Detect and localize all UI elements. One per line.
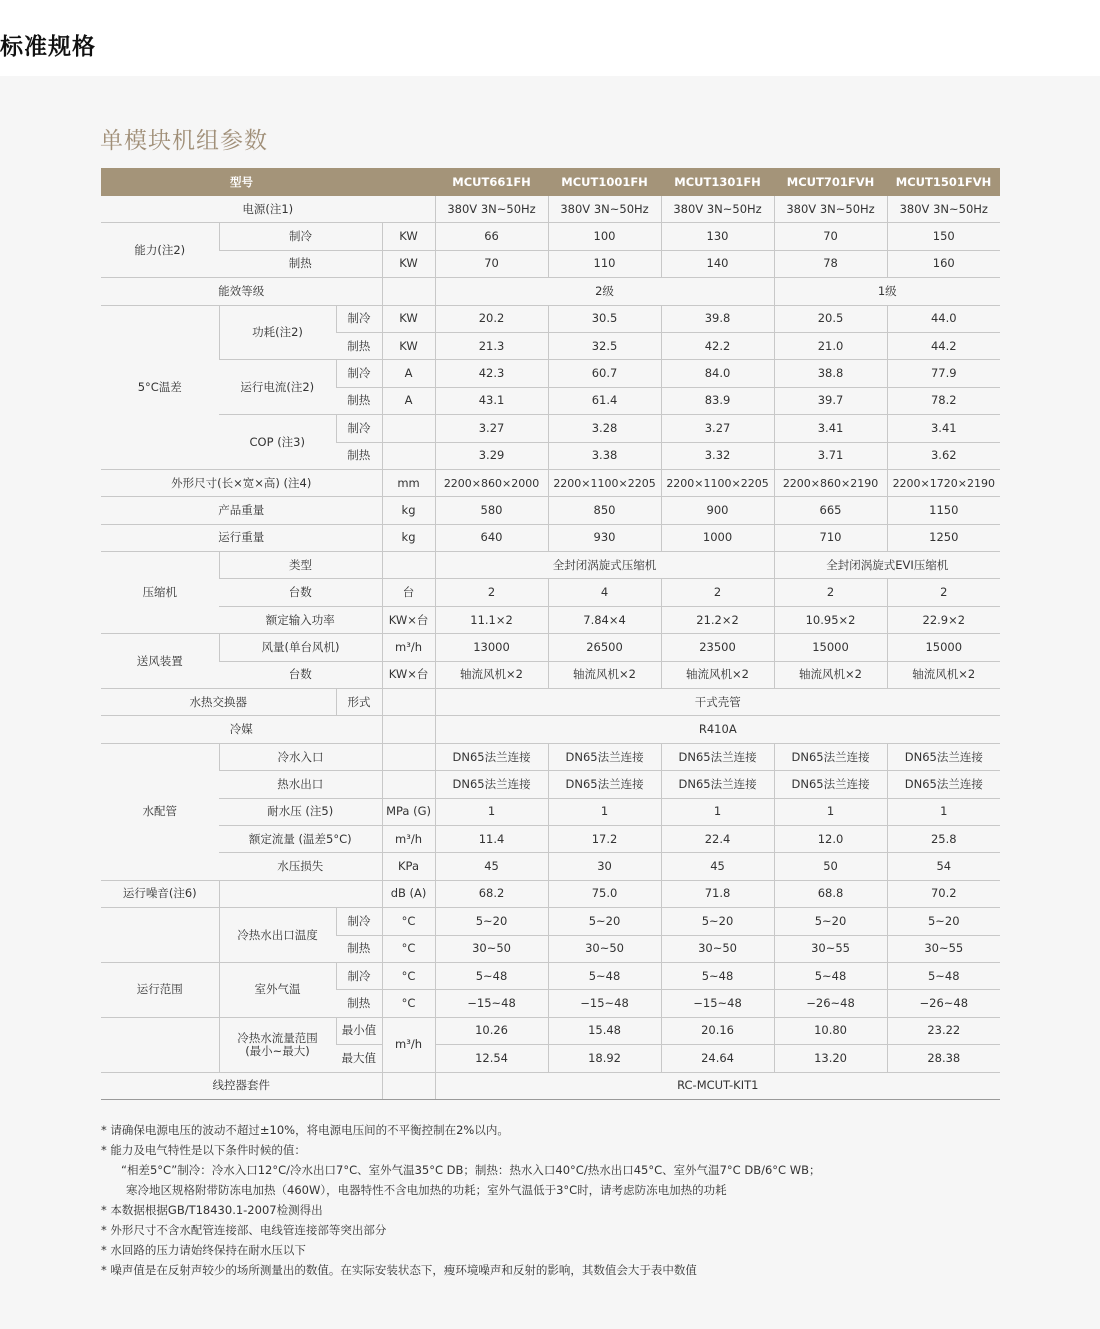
table-header-row [101,168,1000,196]
cell: 25.8 [887,825,1000,852]
cell: 710 [774,524,887,551]
cell: 2 [661,579,774,606]
cell: DN65法兰连接 [661,771,774,798]
unit-cell: A [382,360,435,387]
cell: DN65法兰连接 [661,743,774,770]
cell: 3.27 [435,415,548,442]
cell: 21.2×2 [661,606,774,633]
cell: 12.0 [774,825,887,852]
cell: 24.64 [661,1045,774,1072]
mode-label: 制冷 [336,415,382,442]
table-row [101,579,1000,606]
table-row [101,1017,1000,1044]
cell: 640 [435,524,548,551]
cell: 78.2 [887,387,1000,414]
unit-cell: KW [382,332,435,359]
cell: 5~48 [661,962,774,989]
unit-cell: kg [382,524,435,551]
cell: 30~50 [661,935,774,962]
table-row [101,1072,1000,1099]
cell: 3.41 [774,415,887,442]
header-unit [382,168,435,196]
cell: 23.22 [887,1017,1000,1044]
unit-cell: m³/h [382,825,435,852]
mode-label: 制热 [336,387,382,414]
header-model: MCUT661FH [435,168,548,196]
cell: 83.9 [661,387,774,414]
header-model: MCUT1301FH [661,168,774,196]
cell: 13000 [435,634,548,661]
row-label: 台数 [219,661,382,688]
cell: 2200×860×2190 [774,469,887,496]
page-title: 标准规格 [0,34,96,60]
cell: 轴流风机×2 [548,661,661,688]
header-model: MCUT701FVH [774,168,887,196]
cell: RC-MCUT-KIT1 [435,1072,1000,1099]
cell: 100 [548,223,661,250]
cell: 665 [774,497,887,524]
cell: 900 [661,497,774,524]
mode-label: 制冷 [336,305,382,332]
row-label: 运行重量 [101,524,382,551]
cell: 5~20 [774,908,887,935]
header-model: MCUT1501FVH [887,168,1000,196]
cell: 30~55 [774,935,887,962]
table-row [101,469,1000,496]
subgroup-label: 运行电流(注2) [219,360,336,415]
unit-cell: kg [382,497,435,524]
cell: 11.4 [435,825,548,852]
cell: 68.8 [774,880,887,907]
unit-cell: mm [382,469,435,496]
table-row [101,798,1000,825]
cell: 380V 3N~50Hz [774,196,887,223]
cell: 5~20 [435,908,548,935]
note-line: * 能力及电气特性是以下条件时候的值： [101,1143,306,1157]
cell: 45 [435,853,548,880]
notes [101,1120,1001,1280]
cell: 580 [435,497,548,524]
cell: −15~48 [435,990,548,1017]
cell: 28.38 [887,1045,1000,1072]
cell: 10.26 [435,1017,548,1044]
cell: 1 [435,798,548,825]
note-line: “相差5°C”制冷：冷水入口12°C/冷水出口7°C、室外气温35°C DB；制热：热水入口40°C/热水出口45°C、室外气温7°C DB/6°C WB； [121,1163,821,1177]
cell: 4 [548,579,661,606]
note-line: * 水回路的压力请始终保持在耐水压以下 [101,1243,306,1257]
cell: 110 [548,250,661,277]
table-row [101,415,1000,442]
unit-cell: KW [382,223,435,250]
cell: 10.80 [774,1017,887,1044]
table-row [101,196,1000,223]
subgroup-label [219,1017,336,1072]
row-label: 台数 [219,579,382,606]
cell: R410A [435,716,1000,743]
table-row [101,250,1000,277]
row-label: 额定流量 (温差5°C) [219,825,382,852]
note-line: * 本数据根据GB/T18430.1-2007检测得出 [101,1203,323,1217]
cell: 22.9×2 [887,606,1000,633]
cell: 1 [887,798,1000,825]
cell: 850 [548,497,661,524]
cell: 1 [661,798,774,825]
table-row [101,962,1000,989]
cell: DN65法兰连接 [435,771,548,798]
cell: 3.71 [774,442,887,469]
unit-cell: m³/h [382,1017,435,1072]
cell: 12.54 [435,1045,548,1072]
cell: 68.2 [435,880,548,907]
cell: 61.4 [548,387,661,414]
cell: 23500 [661,634,774,661]
row-label: 外形尺寸(长×宽×高) (注4) [101,469,382,496]
cell: 3.62 [887,442,1000,469]
cell: 2 [435,579,548,606]
cell: 2200×1100×2205 [661,469,774,496]
cell: 全封闭涡旋式压缩机 [435,552,774,579]
mode-label: 制热 [336,442,382,469]
table-row [101,497,1000,524]
cell: 39.8 [661,305,774,332]
table-row [101,853,1000,880]
cell: 1级 [774,278,1000,305]
row-label: 制热 [219,250,382,277]
cell: 20.16 [661,1017,774,1044]
group-label: 送风装置 [101,634,219,689]
cell: 44.0 [887,305,1000,332]
cell: 5~20 [661,908,774,935]
row-label: 风量(单台风机) [219,634,382,661]
unit-cell: °C [382,962,435,989]
row-label: 线控器套件 [101,1072,382,1099]
table-row [101,552,1000,579]
table-row [101,689,1000,716]
mode-label: 制冷 [336,360,382,387]
row-label: 类型 [219,552,382,579]
cell: 3.27 [661,415,774,442]
cell: 43.1 [435,387,548,414]
cell: 10.95×2 [774,606,887,633]
cell: 21.0 [774,332,887,359]
cell: 20.5 [774,305,887,332]
cell: 50 [774,853,887,880]
cell: 75.0 [548,880,661,907]
cell: 干式壳管 [435,689,1000,716]
empty-cell [219,880,382,907]
cell: 13.20 [774,1045,887,1072]
cell: 5~48 [774,962,887,989]
cell: 18.92 [548,1045,661,1072]
cell: 84.0 [661,360,774,387]
row-label: 产品重量 [101,497,382,524]
mode-label: 制热 [336,332,382,359]
cell: 42.3 [435,360,548,387]
cell: DN65法兰连接 [548,743,661,770]
cell: 5~48 [548,962,661,989]
cell: −15~48 [661,990,774,1017]
mode-label: 制热 [336,935,382,962]
row-label: 电源(注1) [101,196,435,223]
group-label: 运行范围 [101,962,219,1017]
cell: −26~48 [887,990,1000,1017]
cell: 轴流风机×2 [661,661,774,688]
cell: 54 [887,853,1000,880]
cell: 70 [435,250,548,277]
cell: 全封闭涡旋式EVI压缩机 [774,552,1000,579]
table-row [101,880,1000,907]
subgroup-label: 冷热水出口温度 [219,908,336,963]
row-label: 耐水压 (注5) [219,798,382,825]
cell: 轴流风机×2 [887,661,1000,688]
row-label: 制冷 [219,223,382,250]
cell: 71.8 [661,880,774,907]
cell: 42.2 [661,332,774,359]
table-row [101,606,1000,633]
cell: 20.2 [435,305,548,332]
mode-label: 制冷 [336,962,382,989]
cell: 66 [435,223,548,250]
row-label: 额定输入功率 [219,606,382,633]
cell: DN65法兰连接 [548,771,661,798]
cell: 3.28 [548,415,661,442]
cell: 1150 [887,497,1000,524]
empty-cell [101,1017,219,1072]
table-row [101,716,1000,743]
cell: 5~20 [887,908,1000,935]
table-row [101,771,1000,798]
cell: 3.41 [887,415,1000,442]
cell: 380V 3N~50Hz [548,196,661,223]
cell: 70 [774,223,887,250]
unit-cell [382,1072,435,1099]
cell: 5~20 [548,908,661,935]
table-row [101,825,1000,852]
subgroup-label: 室外气温 [219,962,336,1017]
cell: DN65法兰连接 [774,771,887,798]
cell: 3.29 [435,442,548,469]
unit-cell: °C [382,935,435,962]
unit-cell: KW×台 [382,661,435,688]
unit-cell: m³/h [382,634,435,661]
cell: 380V 3N~50Hz [887,196,1000,223]
note-line: 寒冷地区规格附带防冻电加热（460W），电器特性不含电加热的功耗；室外气温低于3°C时，请考虑防冻电加热的功耗 [126,1183,727,1197]
row-label: 能效等级 [101,278,382,305]
cell: 30~50 [435,935,548,962]
group-label: 5°C温差 [101,305,219,469]
cell: 70.2 [887,880,1000,907]
cell: 5~48 [887,962,1000,989]
unit-cell [382,716,435,743]
cell: 2 [887,579,1000,606]
cell: 150 [887,223,1000,250]
cell: 2200×1100×2205 [548,469,661,496]
row-label: 热水出口 [219,771,382,798]
group-label: 能力(注2) [101,223,219,278]
cell: 2级 [435,278,774,305]
cell: 7.84×4 [548,606,661,633]
table-row [101,634,1000,661]
row-label: 水热交换器 [101,689,336,716]
unit-cell: °C [382,908,435,935]
cell: 26500 [548,634,661,661]
unit-cell [382,743,435,770]
unit-cell [382,415,435,442]
unit-cell [382,278,435,305]
unit-cell: KW×台 [382,606,435,633]
table-row [101,524,1000,551]
cell: 1 [548,798,661,825]
cell: 2200×1720×2190 [887,469,1000,496]
flow-range-sublabel: (最小~最大) [245,1043,310,1058]
cell: 2200×860×2000 [435,469,548,496]
cell: DN65法兰连接 [435,743,548,770]
table-row [101,908,1000,935]
cell: 77.9 [887,360,1000,387]
unit-cell: 台 [382,579,435,606]
mode-label: 最大值 [336,1045,382,1072]
note-line: * 外形尺寸不含水配管连接部、电线管连接部等突出部分 [101,1223,387,1237]
mode-label: 形式 [336,689,382,716]
cell: 1 [774,798,887,825]
cell: 930 [548,524,661,551]
cell: 15.48 [548,1017,661,1044]
cell: 380V 3N~50Hz [435,196,548,223]
mode-label: 制冷 [336,908,382,935]
cell: 1000 [661,524,774,551]
unit-cell [382,442,435,469]
unit-cell: KW [382,305,435,332]
row-label: 冷水入口 [219,743,382,770]
empty-cell [101,908,219,963]
flow-range-label: 冷热水流量范围 [237,1030,318,1045]
cell: 5~48 [435,962,548,989]
cell: 130 [661,223,774,250]
unit-cell [382,552,435,579]
cell: −15~48 [548,990,661,1017]
mode-label: 制热 [336,990,382,1017]
cell: 140 [661,250,774,277]
cell: 15000 [774,634,887,661]
cell: 2 [774,579,887,606]
unit-cell: A [382,387,435,414]
unit-cell [382,689,435,716]
group-label: 压缩机 [101,552,219,634]
table-row [101,305,1000,332]
table-row [101,223,1000,250]
section-title: 单模块机组参数 [100,128,268,154]
table-row [101,743,1000,770]
row-label: 冷媒 [101,716,382,743]
note-line: * 噪声值是在反射声较少的场所测量出的数值。在实际安装状态下，瘦环境噪声和反射的影响，其数值会大于表中数值 [101,1263,697,1277]
cell: 44.2 [887,332,1000,359]
table-row [101,278,1000,305]
cell: 30.5 [548,305,661,332]
cell: 轴流风机×2 [435,661,548,688]
cell: 39.7 [774,387,887,414]
cell: 3.32 [661,442,774,469]
note-line: * 请确保电源电压的波动不超过±10%，将电源电压间的不平衡控制在2%以内。 [101,1123,509,1137]
cell: 11.1×2 [435,606,548,633]
subgroup-label: 功耗(注2) [219,305,336,360]
spec-table [101,168,1000,1100]
cell: 轴流风机×2 [774,661,887,688]
header-type: 型号 [101,168,382,196]
cell: 160 [887,250,1000,277]
cell: 30 [548,853,661,880]
unit-cell [382,771,435,798]
cell: 30~55 [887,935,1000,962]
row-label: 水压损失 [219,853,382,880]
unit-cell: °C [382,990,435,1017]
cell: −26~48 [774,990,887,1017]
unit-cell: dB (A) [382,880,435,907]
unit-cell: KW [382,250,435,277]
unit-cell: KPa [382,853,435,880]
cell: 60.7 [548,360,661,387]
cell: 1250 [887,524,1000,551]
subgroup-label: COP (注3) [219,415,336,470]
row-label: 运行噪音(注6) [101,880,219,907]
table-row [101,360,1000,387]
cell: 17.2 [548,825,661,852]
table-row [101,661,1000,688]
cell: 21.3 [435,332,548,359]
cell: 78 [774,250,887,277]
group-label: 水配管 [101,743,219,880]
unit-cell: MPa (G) [382,798,435,825]
cell: 32.5 [548,332,661,359]
cell: 380V 3N~50Hz [661,196,774,223]
cell: DN65法兰连接 [774,743,887,770]
cell: 45 [661,853,774,880]
cell: 30~50 [548,935,661,962]
header-model: MCUT1001FH [548,168,661,196]
cell: 3.38 [548,442,661,469]
cell: DN65法兰连接 [887,771,1000,798]
cell: 15000 [887,634,1000,661]
mode-label: 最小值 [336,1017,382,1044]
cell: 38.8 [774,360,887,387]
cell: 22.4 [661,825,774,852]
cell: DN65法兰连接 [887,743,1000,770]
